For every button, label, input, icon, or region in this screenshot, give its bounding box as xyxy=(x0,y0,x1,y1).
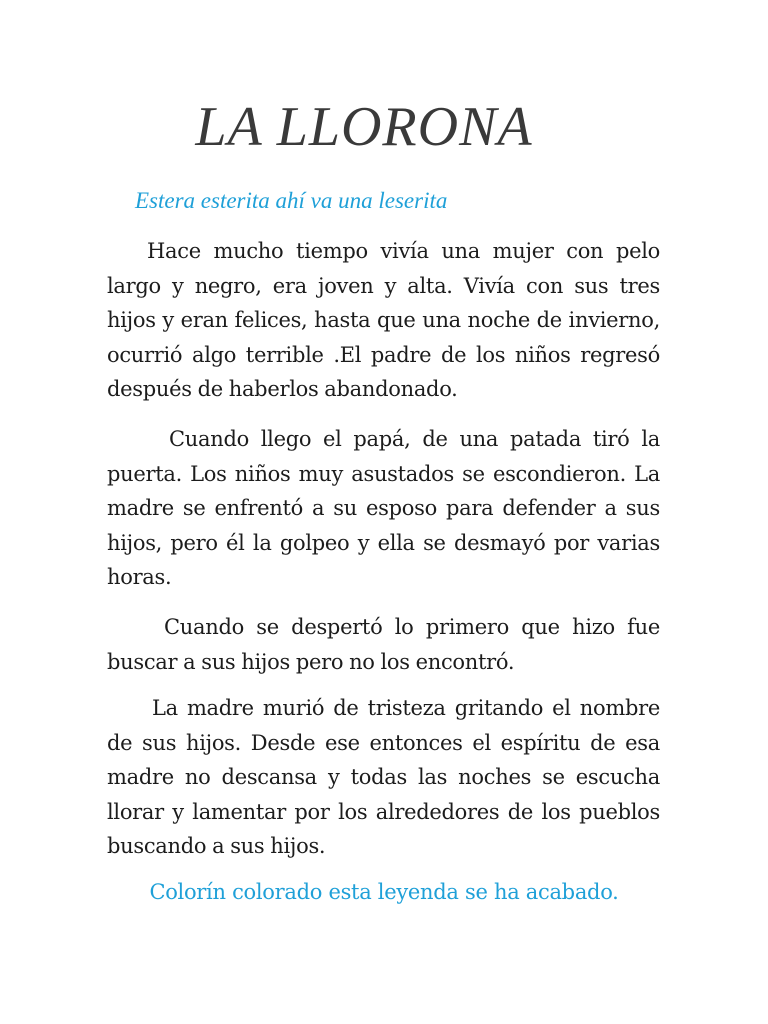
closing-line: Colorín colorado esta leyenda se ha acabado. xyxy=(149,880,619,904)
paragraph-1: Hace mucho tiempo vivía una mujer con pelo largo y negro, era joven y alta. Vivía con sus tres hijos y eran felices, hasta que una noche de invierno, ocurrió algo terrible .El padre de los niños regresó después de haberlos abandonado. xyxy=(107,239,660,401)
paragraph-4: La madre murió de tristeza gritando el nombre de sus hijos. Desde ese entonces el espíritu de esa madre no descansa y todas las noches se escucha llorar y lamentar por los alrededores de los pueblos buscando a sus hijos. xyxy=(107,696,660,858)
paragraph-3: Cuando se despertó lo primero que hizo fue buscar a sus hijos pero no los encontró. xyxy=(107,615,660,674)
document-title: LA LLORONA xyxy=(195,96,533,158)
paragraph-2: Cuando llego el papá, de una patada tiró la puerta. Los niños muy asustados se escondieron. La madre se enfrentó a su esposo para defender a sus hijos, pero él la golpeo y ella se desmayó por varias horas. xyxy=(107,427,660,589)
document-subtitle: Estera esterita ahí va una leserita xyxy=(135,188,448,213)
